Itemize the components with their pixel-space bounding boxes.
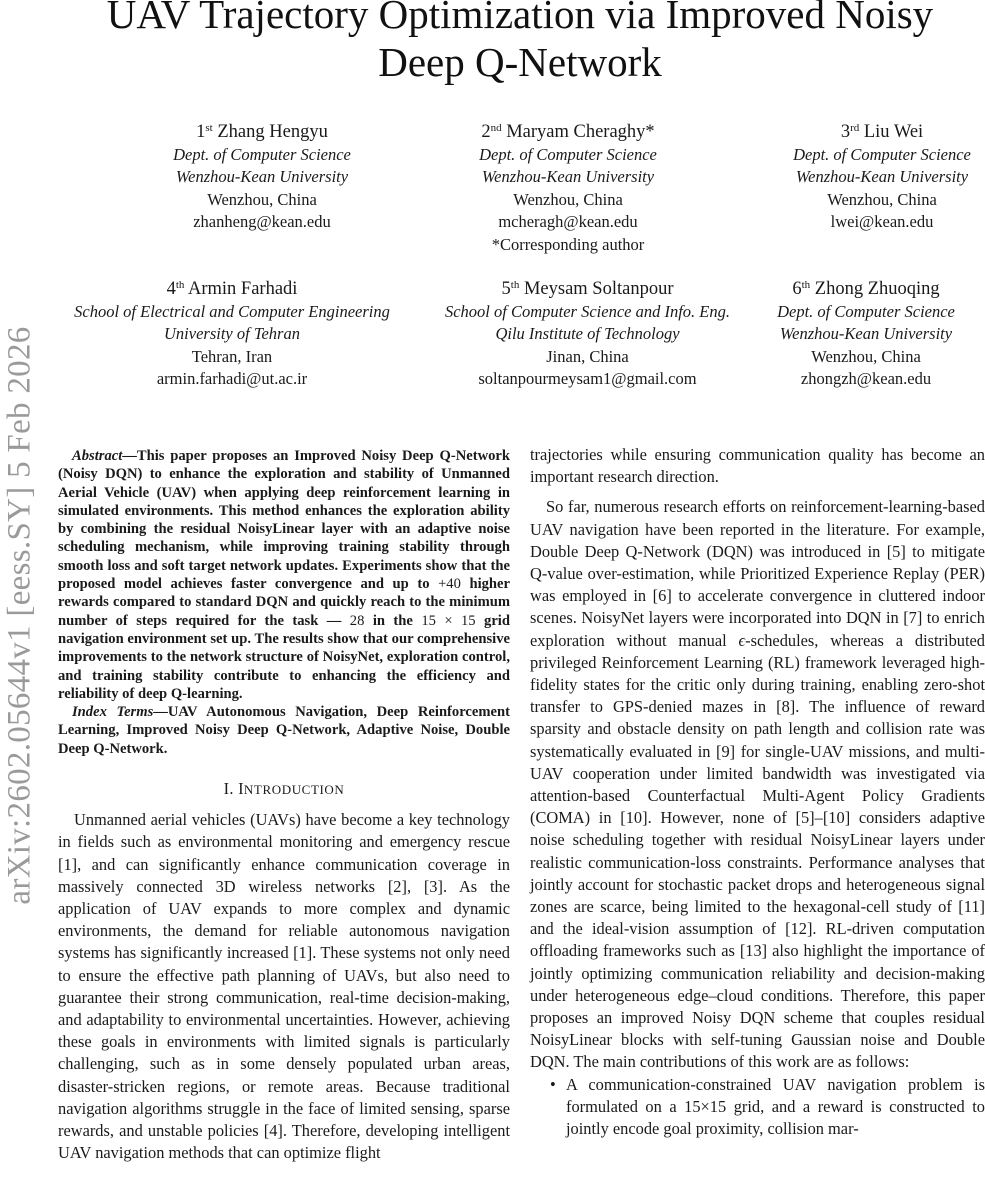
author-institution: University of Tehran (164, 324, 300, 344)
index-terms: Index Terms—UAV Autonomous Navigation, Deep Reinforcement Learning, Improved Noisy Deep Q-Network, Adaptive Noise, Double Deep Q-Network. (58, 704, 510, 757)
left-column (58, 447, 510, 1165)
arxiv-id: arXiv:2602.05644v1 [eess.SY] 5 Feb 2026 (1, 325, 38, 905)
author-institution: Wenzhou-Kean University (481, 167, 655, 187)
abstract: Abstract—This paper proposes an Improved Noisy Deep Q-Network (Noisy DQN) to enhance the exploration and stability of Unmanned Aerial Vehicle (UAV) when applying deep reinforcement learning in simulated environments. This method enhances the exploration ability by combining the residual NoisyLinear layer with an adaptive noise scheduling mechanism, while improving training stability through smooth loss and soft target network updates. Experiments show that the proposed model achieves faster convergence and up to +40 higher rewards compared to standard DQN and quickly reach to the minimum number of steps required for the task — 28 in the 15 × 15 grid navigation environment set up. The results show that our comprehensive improvements to the network structure of NoisyNet, exploration control, and training stability contribute to enhancing the efficiency and reliability of deep Q-learning. Index Terms—UAV Autonomous Navigation, Deep Reinforcement Learning, Improved Noisy Deep Q-Network, Adaptive Noise, Double Deep Q-Network. (58, 448, 510, 757)
author-location: Wenzhou, China (827, 189, 937, 209)
title-line-1: UAV Trajectory Optimization via Improved Noisy (106, 0, 934, 37)
author-email: armin.farhadi@ut.ac.ir (156, 369, 308, 389)
right-column (530, 444, 985, 1140)
author-block-5: 5th Meysam Soltanpour School of Computer Science and Info. Eng. Qilu Institute of Technology Jinan, China soltanpourmeysam1@gmail.com (420, 277, 755, 391)
author-email: zhongzh@kean.edu (800, 369, 932, 389)
author-dept: Dept. of Computer Science (793, 145, 971, 164)
author-name: Zhong Zhuoqing (814, 279, 940, 299)
author-block-1: 1st Zhang Hengyu Dept. of Computer Science Wenzhou-Kean University Wenzhou, China zhanheng@kean.edu (92, 120, 432, 234)
contribution-bullet: • A communication-constrained UAV navigation problem is formulated on a 15×15 grid, and a reward is constructed to jointly encode goal proximity, collision mar- (550, 1074, 985, 1139)
author-name: Meysam Soltanpour (523, 279, 674, 299)
author-block-6: 6th Zhong Zhuoqing Dept. of Computer Science Wenzhou-Kean University Wenzhou, China zhongzh@kean.edu (760, 277, 972, 391)
section-heading-introduction: I. INTRODUCTION (223, 779, 345, 799)
author-email: zhanheng@kean.edu (193, 212, 331, 232)
author-dept: Dept. of Computer Science (777, 302, 955, 321)
author-email: lwei@kean.edu (830, 212, 934, 232)
author-location: Wenzhou, China (811, 346, 921, 366)
author-name: Armin Farhadi (187, 279, 298, 299)
author-block-2: 2nd Maryam Cheraghy* Dept. of Computer Science Wenzhou-Kean University Wenzhou, China mcheragh@kean.edu *Corresponding author (398, 120, 738, 256)
author-institution: Qilu Institute of Technology (495, 324, 680, 344)
author-email: mcheragh@kean.edu (498, 212, 638, 232)
paragraph-continuation: trajectories while ensuring communication quality has become an important research direction. (530, 445, 985, 487)
author-block-3: 3rd Liu Wei Dept. of Computer Science Wenzhou-Kean University Wenzhou, China lwei@kean.edu (712, 120, 985, 234)
author-dept: Dept. of Computer Science (479, 145, 657, 164)
author-name: Zhang Hengyu (217, 122, 328, 142)
corresponding-author-note: *Corresponding author (491, 234, 645, 254)
bullet-icon: • (550, 1074, 556, 1094)
related-work-paragraph: So far, numerous research efforts on reinforcement-learning-based UAV navigation have been reported in the literature. For example, Double Deep Q-Network (DQN) was introduced in [5] to mitigate Q-value over-estimation, while Prioritized Experience Replay (PER) was employed in [6] to accelerate convergence in cluttered indoor scenes. NoisyNet layers were incorporated into DQN in [7] to enrich exploration without manual ϵ-schedules, whereas a distributed privileged Reinforcement Learning (RL) framework leveraged high-fidelity states for the critic only during training, enabling zero-shot transfer to GPS-denied mazes in [8]. The influence of reward sparsity and obstacle density on path length and collision rate was systematically evaluated in [9] for single-UAV missions, and multi-UAV cooperation under limited bandwidth was investigated via attention-based Counterfactual Multi-Agent Policy Gradients (COMA) in [10]. However, none of [5]–[10] considers adaptive noise scheduling together with residual NoisyLinear layers under realistic communication-loss constraints. Performance analyses that jointly account for stochastic packet drops and heterogeneous signal zones are scarce, being limited to the hexagonal-cell study of [11] and the ideal-vision assumption of [12]. RL-driven computation offloading frameworks such as [13] also highlight the importance of jointly optimizing communication reliability and decision-making under heterogeneous edge–cloud conditions. Therefore, this paper proposes an improved Noisy DQN scheme that couples residual NoisyLinear blocks with self-tuning Gaussian noise and Double DQN. The main contributions of this work are as follows: (530, 497, 985, 1072)
index-terms-label: Index Terms (72, 704, 154, 721)
author-institution: Wenzhou-Kean University (795, 167, 969, 187)
author-institution: Wenzhou-Kean University (175, 167, 349, 187)
author-name: Maryam Cheraghy* (506, 122, 655, 142)
author-name: Liu Wei (863, 122, 924, 142)
author-location: Jinan, China (546, 346, 629, 366)
author-institution: Wenzhou-Kean University (779, 324, 953, 344)
title-line-2: Deep Q-Network (378, 39, 662, 85)
author-location: Wenzhou, China (207, 189, 317, 209)
author-dept: School of Computer Science and Info. Eng. (444, 302, 731, 321)
abstract-label: Abstract (72, 448, 123, 464)
paper-title (50, 0, 985, 86)
author-location: Tehran, Iran (191, 346, 273, 366)
author-dept: Dept. of Computer Science (173, 145, 351, 164)
author-block-4: 4th Armin Farhadi School of Electrical and Computer Engineering University of Tehran Tehran, Iran armin.farhadi@ut.ac.ir (62, 277, 402, 391)
intro-paragraph: Unmanned aerial vehicles (UAVs) have become a key technology in fields such as environmental monitoring and emergency rescue [1], and can significantly enhance communication coverage in massively connected 3D wireless networks [2], [3]. As the application of UAV expands to more complex and dynamic environments, the demand for reliable autonomous navigation systems has significantly increased [1]. These systems not only need to ensure the effective path planning of UAVs, but also need to guarantee their strong communication, real-time decision-making, and adaptability to environmental uncertainties. However, achieving these goals in environments with limited signals is particularly challenging, such as in some densely populated urban areas, disaster-stricken regions, or remote areas. Because traditional navigation algorithms struggle in the face of limited sensing, sparse rewards, and unstable policies [4]. Therefore, developing intelligent UAV navigation methods that can optimize flight (58, 810, 510, 1163)
author-email: soltanpourmeysam1@gmail.com (478, 369, 697, 389)
author-dept: School of Electrical and Computer Engineering (74, 302, 390, 321)
author-location: Wenzhou, China (513, 189, 623, 209)
arxiv-stamp (2, 290, 38, 940)
